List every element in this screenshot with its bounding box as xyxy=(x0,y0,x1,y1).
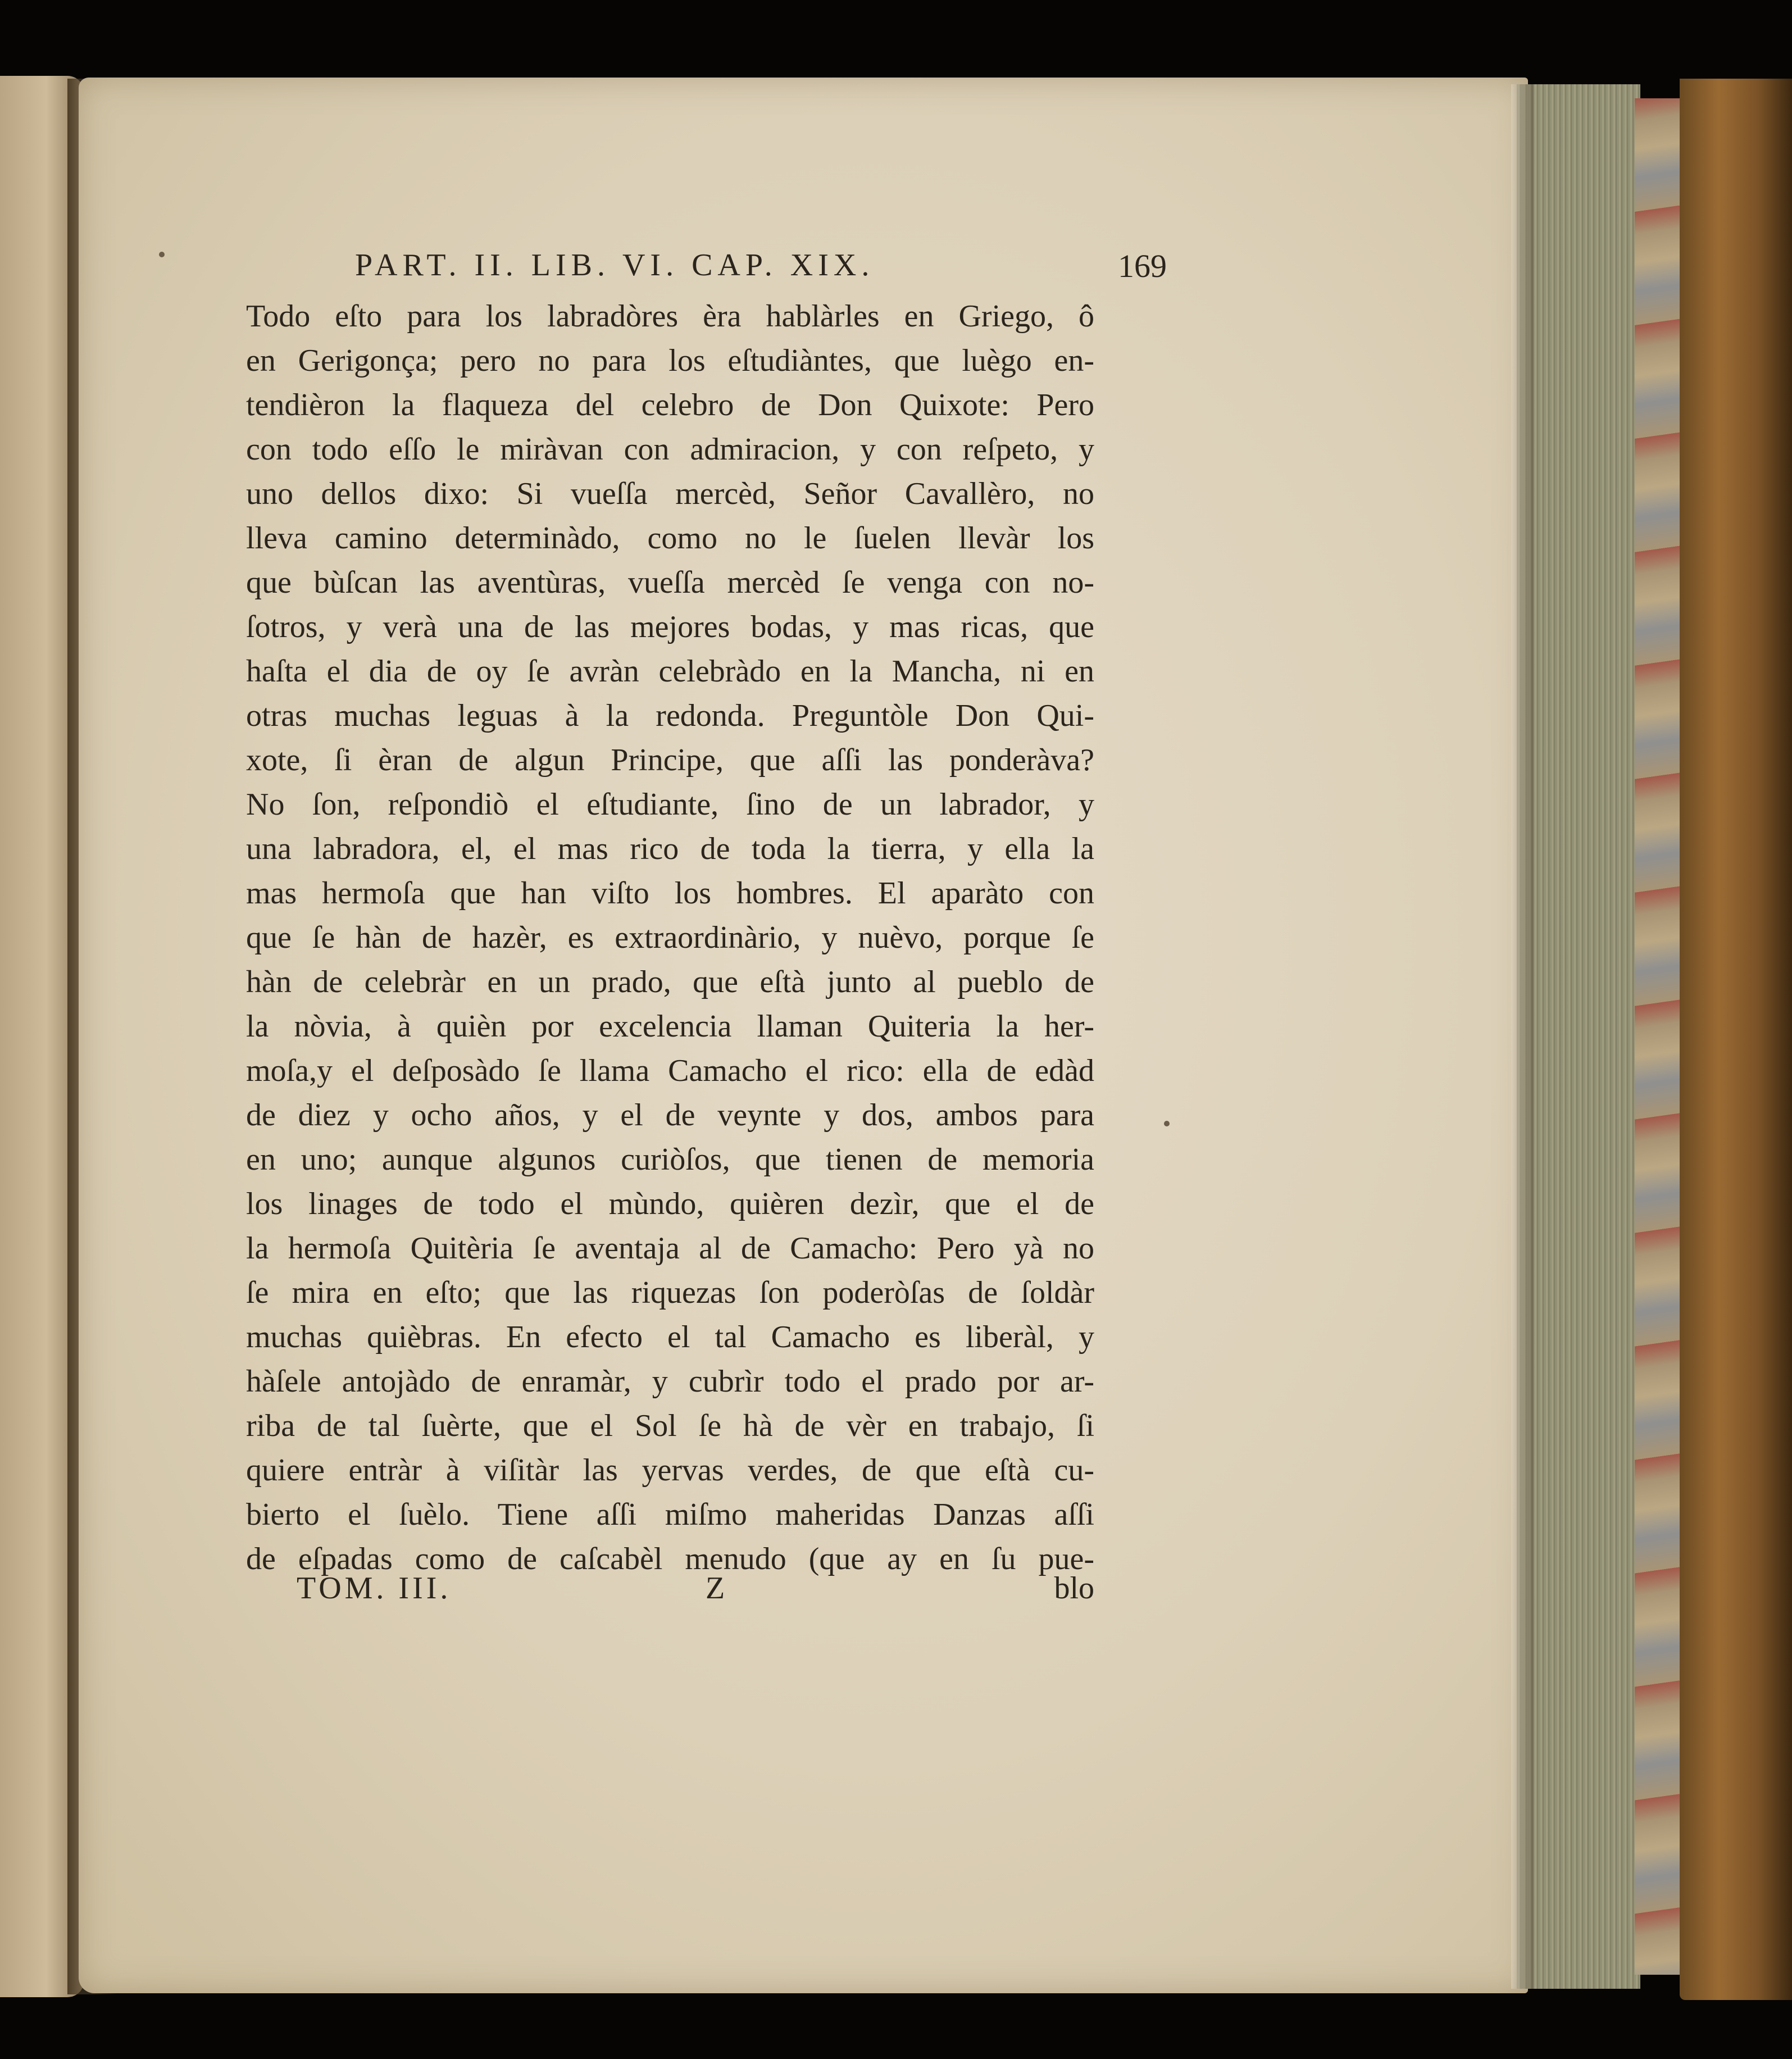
text-line: uno dellos dixo: Si vueſſa mercèd, Señor Cavallèro, no xyxy=(246,476,1094,511)
text-line: moſa,y el deſposàdo ſe llama Camacho el rico: ella de edàd xyxy=(246,1053,1094,1088)
page-edges xyxy=(1517,84,1640,1989)
running-head: PART. II. LIB. VI. CAP. XIX. xyxy=(355,248,875,283)
text-line: tendièron la flaqueza del celebro de Don Quixote: Pero xyxy=(246,388,1094,422)
text-line: xote, ſi èran de algun Principe, que aſſi las ponderàva? xyxy=(246,743,1094,778)
leather-binding xyxy=(1680,79,1792,2000)
text-line: No ſon, reſpondiò el eſtudiante, ſino de un labrador, y xyxy=(246,787,1094,822)
text-line: bierto el ſuèlo. Tiene aſſi miſmo maheridas Danzas aſſi xyxy=(246,1497,1094,1532)
text-line: Todo eſto para los labradòres èra hablàrles en Griego, ô xyxy=(246,299,1094,334)
text-line: de diez y ocho años, y el de veynte y dos, ambos para xyxy=(246,1098,1094,1133)
page-footer xyxy=(246,1570,1094,1610)
text-line: lleva camino determinàdo, como no le ſuelen llevàr los xyxy=(246,521,1094,556)
page-edge-shadow xyxy=(1511,84,1534,1989)
text-line: mas hermoſa que han viſto los hombres. El aparàto con xyxy=(246,876,1094,911)
body-text xyxy=(246,294,1094,1581)
margin-dot xyxy=(1164,1121,1170,1126)
text-line: la hermoſa Quitèria ſe aventaja al de Camacho: Pero yà no xyxy=(246,1231,1094,1266)
text-line: que ſe hàn de hazèr, es extraordinàrio, y nuèvo, porque ſe xyxy=(246,920,1094,955)
text-line: ſe mira en eſto; que las riquezas ſon poderòſas de ſoldàr xyxy=(246,1275,1094,1310)
text-line: hàſele antojàdo de enramàr, y cubrìr todo el prado por ar- xyxy=(246,1364,1094,1399)
text-line: los linages de todo el mùndo, quièren dezìr, que el de xyxy=(246,1187,1094,1221)
text-line: una labradora, el, el mas rico de toda la tierra, y ella la xyxy=(246,831,1094,866)
text-line: quiere entràr à viſitàr las yervas verdes, de que eſtà cu- xyxy=(246,1453,1094,1488)
margin-dot xyxy=(159,252,165,257)
page-number: 169 xyxy=(1118,248,1167,284)
text-line: en uno; aunque algunos curiòſos, que tienen de memoria xyxy=(246,1142,1094,1177)
signature-mark: Z xyxy=(706,1571,725,1606)
text-line: que bùſcan las aventùras, vueſſa mercèd ſe venga con no- xyxy=(246,565,1094,600)
marbled-edge xyxy=(1635,98,1682,1975)
catchword: blo xyxy=(1054,1571,1094,1606)
text-line: haſta el dia de oy ſe avràn celebràdo en la Mancha, ni en xyxy=(246,654,1094,689)
text-line: otras muchas leguas à la redonda. Preguntòle Don Qui- xyxy=(246,698,1094,733)
text-line: muchas quièbras. En efecto el tal Camacho es liberàl, y xyxy=(246,1320,1094,1355)
text-line: riba de tal ſuèrte, que el Sol ſe hà de vèr en trabajo, ſi xyxy=(246,1408,1094,1443)
text-line: con todo eſſo le miràvan con admiracion, y con reſpeto, y xyxy=(246,432,1094,467)
text-line: en Gerigonça; pero no para los eſtudiàntes, que luègo en- xyxy=(246,343,1094,378)
text-line: de eſpadas como de caſcabèl menudo (que ay en ſu pue- xyxy=(246,1542,1094,1576)
volume-label: TOM. III. xyxy=(297,1571,452,1606)
text-line: ſotros, y verà una de las mejores bodas, y mas ricas, que xyxy=(246,610,1094,644)
text-line: hàn de celebràr en un prado, que eſtà junto al pueblo de xyxy=(246,965,1094,999)
text-line: la nòvia, à quièn por excelencia llaman Quiteria la her- xyxy=(246,1009,1094,1044)
